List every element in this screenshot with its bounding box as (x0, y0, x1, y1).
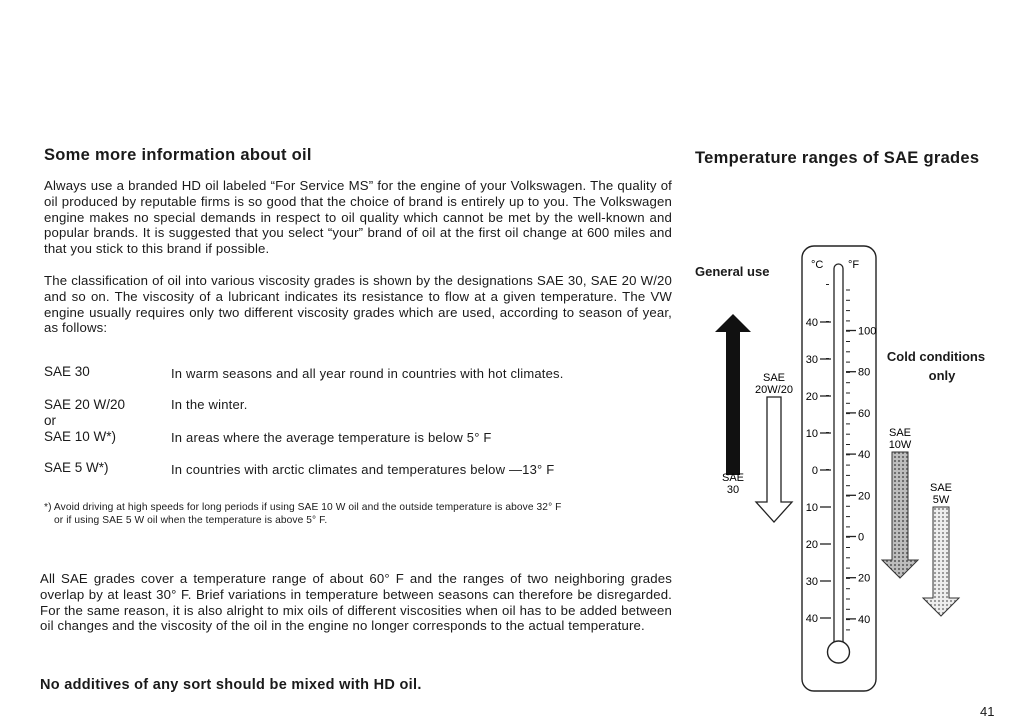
celsius-tick-label: 40 (805, 613, 818, 625)
paragraph-overlap: All SAE grades cover a temperature range of about 60° F and the ranges of two neighboring grades overlap by at least 30° F. Brief variations in temperature between seasons can therefore be disregarded. For the same reason, it is also alright to mix oils of different viscosities when oil has to be added between oil changes and the viscosity of the oil in the engine no longer corresponds to the actual temperature. (40, 571, 672, 634)
sae30-label-2: 30 (726, 484, 740, 496)
sae5w-label-1: SAE (929, 482, 953, 494)
celsius-tick-label: 30 (805, 354, 818, 366)
warning-no-additives: No additives of any sort should be mixed with HD oil. (40, 677, 422, 693)
grade-sae5w: SAE 5 W*) (44, 460, 109, 475)
fahrenheit-tick-label: 100 (858, 325, 877, 338)
sae5w-label-2: 5W (932, 494, 950, 506)
fahrenheit-tick-label: 40 (858, 449, 871, 462)
celsius-tick-label: 10 (805, 428, 818, 440)
fahrenheit-tick-label: 20 (858, 490, 871, 503)
celsius-tick-label: 40 (805, 317, 818, 329)
sae10w-label-1: SAE (888, 427, 912, 439)
grade-sae10w-desc: In areas where the average temperature is below 5° F (171, 430, 492, 445)
fahrenheit-tick-label: 80 (858, 366, 871, 379)
temperature-diagram (690, 240, 1010, 695)
fahrenheit-tick-label: 60 (858, 407, 871, 420)
grade-sae30: SAE 30 (44, 364, 90, 379)
sae30-label-1: SAE (721, 472, 745, 484)
sae30-arrow (715, 314, 751, 475)
page-number: 41 (980, 704, 995, 719)
chart-heading: Temperature ranges of SAE grades (695, 149, 980, 167)
sae10w-label-2: 10W (888, 439, 912, 451)
sae20w20-label-1: SAE (762, 372, 786, 384)
sae5w-arrow (923, 507, 959, 616)
grade-or: or (44, 413, 57, 428)
section-heading: Some more information about oil (44, 146, 312, 164)
celsius-tick-label: 0 (811, 465, 818, 477)
unit-fahrenheit: °F (848, 259, 860, 271)
unit-celsius: °C (811, 259, 824, 271)
cold-label-line2: only (928, 368, 956, 383)
celsius-tick-label: 20 (805, 539, 818, 551)
thermometer-bulb (828, 641, 850, 663)
sae20w20-arrow (756, 397, 792, 522)
general-use-label: General use (695, 264, 770, 279)
celsius-tick-label: 20 (805, 391, 818, 403)
grade-sae30-desc: In warm seasons and all year round in countries with hot climates. (171, 366, 564, 381)
thermometer-tube (834, 264, 843, 650)
grade-sae10w: SAE 10 W*) (44, 429, 117, 444)
footnote-line2: or if using SAE 5 W oil when the temperature is above 5° F. (54, 515, 328, 526)
fahrenheit-tick-label: 0 (858, 531, 865, 544)
sae10w-arrow (882, 452, 918, 578)
fahrenheit-tick-label: 20 (858, 572, 871, 585)
grade-sae20w20: SAE 20 W/20 (44, 397, 126, 412)
cold-label-line1: Cold conditions (886, 349, 986, 364)
grade-sae5w-desc: In countries with arctic climates and temperatures below —13° F (171, 462, 555, 477)
grade-sae20w20-desc: In the winter. (171, 397, 248, 412)
footnote-line1: *) Avoid driving at high speeds for long periods if using SAE 10 W oil and the outside temperature is above 32° F (44, 502, 562, 513)
paragraph-classification: The classification of oil into various viscosity grades is shown by the designations SAE 30, SAE 20 W/20 and so on. The viscosity of a lubricant indicates its resistance to flow at a given temperature. The VW engine usually requires only two different viscosity grades which are used, according to season of year, as follows: (44, 273, 672, 336)
celsius-tick-label: 10 (805, 502, 818, 514)
sae20w20-label-2: 20W/20 (755, 384, 793, 396)
celsius-tick-label: 30 (805, 576, 818, 588)
fahrenheit-tick-label: 40 (858, 613, 871, 626)
paragraph-brand-oil: Always use a branded HD oil labeled “For Service MS” for the engine of your Volkswagen. The quality of oil produced by reputable firms is so good that the choice of brand is entirely up to you. The Volkswagen engine makes no special demands in respect to oil quality which cannot be met by the well-known and popular brands. It is suggested that you select “your” brand of oil at the first oil change at 600 miles and that you stick to this brand if possible. (44, 178, 672, 257)
